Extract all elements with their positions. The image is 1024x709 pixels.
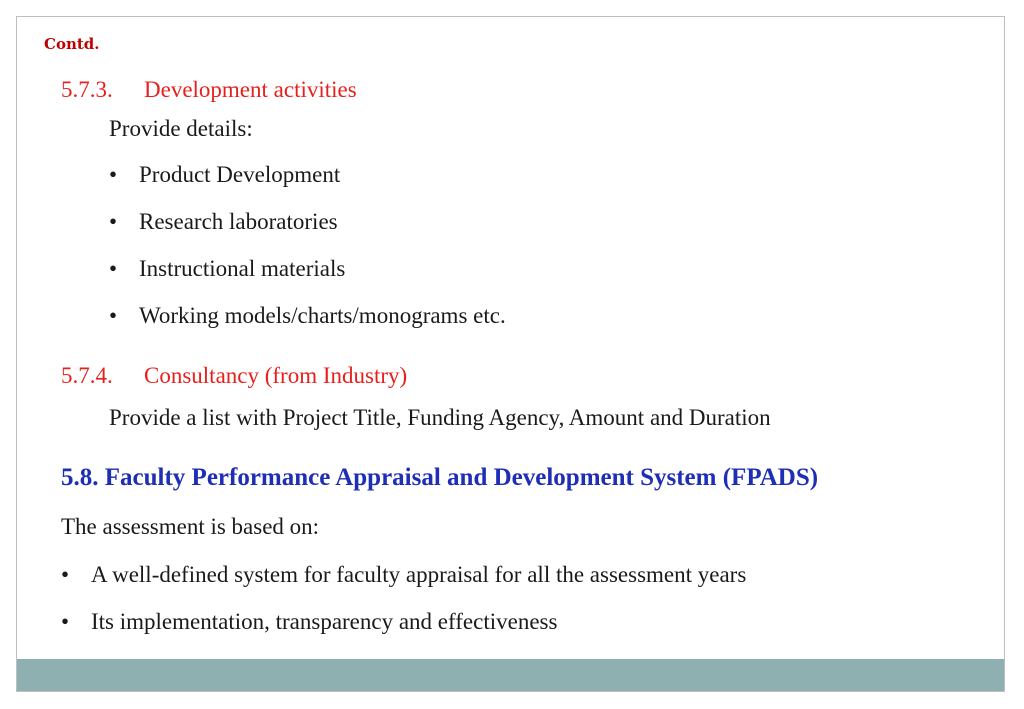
list-item-label: Research laboratories bbox=[139, 209, 338, 234]
footer-bar bbox=[17, 659, 1004, 691]
list-item-label: Instructional materials bbox=[139, 256, 346, 281]
bullet-icon: • bbox=[61, 562, 70, 587]
list-item-label: Its implementation, transparency and effectiveness bbox=[91, 609, 558, 634]
bullet-icon: • bbox=[61, 609, 70, 634]
section-573-number: 5.7.3. bbox=[61, 77, 113, 102]
section-58-heading: 5.8. Faculty Performance Appraisal and Development System (FPADS) bbox=[61, 464, 819, 491]
section-573-heading bbox=[61, 77, 357, 103]
list-item-label: Working models/charts/monograms etc. bbox=[139, 303, 506, 328]
section-573-intro: Provide details: bbox=[109, 116, 253, 141]
section-574-number: 5.7.4. bbox=[61, 363, 113, 388]
bullet-icon: • bbox=[109, 209, 118, 234]
list-item-label: Product Development bbox=[139, 162, 341, 187]
section-574-heading bbox=[61, 363, 407, 389]
section-574-intro: Provide a list with Project Title, Funding Agency, Amount and Duration bbox=[109, 405, 771, 430]
bullet-icon: • bbox=[109, 256, 118, 281]
list-item-label: A well-defined system for faculty appraisal for all the assessment years bbox=[91, 562, 747, 587]
section-573-title: Development activities bbox=[144, 77, 357, 102]
bullet-icon: • bbox=[109, 303, 118, 328]
contd-label: Contd. bbox=[44, 35, 100, 53]
slide bbox=[16, 16, 1005, 692]
section-574-title: Consultancy (from Industry) bbox=[144, 363, 408, 388]
section-58-intro: The assessment is based on: bbox=[61, 514, 320, 539]
bullet-icon: • bbox=[109, 162, 118, 187]
